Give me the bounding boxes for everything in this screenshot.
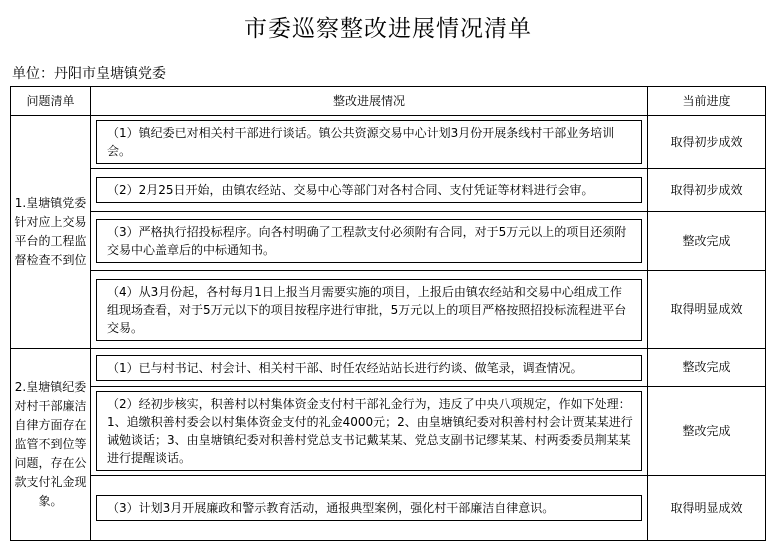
status-cell: 整改完成 bbox=[648, 212, 766, 271]
progress-text: （3）严格执行招投标程序。向各村明确了工程款支付必须附有合同，对于5万元以上的项目还须附交易中心盖章后的中标通知书。 bbox=[96, 219, 642, 263]
table-row bbox=[11, 212, 766, 271]
header-status: 当前进度 bbox=[648, 87, 766, 116]
status-cell: 取得明显成效 bbox=[648, 271, 766, 349]
header-issue: 问题清单 bbox=[11, 87, 91, 116]
progress-cell bbox=[91, 169, 648, 212]
table-header-row bbox=[11, 87, 766, 116]
header-progress: 整改进展情况 bbox=[91, 87, 648, 116]
table-row bbox=[11, 169, 766, 212]
progress-cell bbox=[91, 476, 648, 541]
table-row bbox=[11, 349, 766, 387]
progress-cell bbox=[91, 116, 648, 169]
progress-text: （2）2月25日开始，由镇农经站、交易中心等部门对各村合同、支付凭证等材料进行会审。 bbox=[96, 177, 642, 203]
status-cell: 取得明显成效 bbox=[648, 476, 766, 541]
unit-label: 单位：丹阳市皇塘镇党委 bbox=[12, 66, 166, 82]
table-row bbox=[11, 116, 766, 169]
progress-cell bbox=[91, 349, 648, 387]
progress-text: （2）经初步核实，积善村以村集体资金支付村干部礼金行为，违反了中央八项规定，作如下处理：1、追缴积善村委会以村集体资金支付的礼金4000元；2、由皇塘镇纪委对积善村村会计贾某某进行诫勉谈话；3、由皇塘镇纪委对积善村党总支书记戴某某、党总支副书记缪某某、村两委委员荆某某进行提醒谈话。 bbox=[96, 391, 642, 471]
progress-cell bbox=[91, 212, 648, 271]
table-row bbox=[11, 387, 766, 476]
progress-text: （1）已与村书记、村会计、相关村干部、时任农经站站长进行约谈、做笔录，调查情况。 bbox=[96, 355, 642, 381]
report-table bbox=[10, 86, 766, 541]
progress-text: （1）镇纪委已对相关村干部进行谈话。镇公共资源交易中心计划3月份开展条线村干部业务培训会。 bbox=[96, 120, 642, 164]
status-cell: 整改完成 bbox=[648, 387, 766, 476]
table-row bbox=[11, 476, 766, 541]
progress-cell bbox=[91, 271, 648, 349]
document-title: 市委巡察整改进展情况清单 bbox=[244, 16, 532, 42]
status-cell: 取得初步成效 bbox=[648, 116, 766, 169]
progress-text: （3）计划3月开展廉政和警示教育活动，通报典型案例，强化村干部廉洁自律意识。 bbox=[96, 495, 642, 521]
progress-cell bbox=[91, 387, 648, 476]
report-table-wrapper bbox=[10, 86, 743, 541]
table-row bbox=[11, 271, 766, 349]
status-cell: 取得初步成效 bbox=[648, 169, 766, 212]
status-cell: 整改完成 bbox=[648, 349, 766, 387]
issue-cell: 2.皇塘镇纪委对村干部廉洁自律方面存在监管不到位等问题，存在公款支付礼金现象。 bbox=[11, 349, 91, 541]
progress-text: （4）从3月份起，各村每月1日上报当月需要实施的项目，上报后由镇农经站和交易中心组成工作组现场查看，对于5万元以下的项目按程序进行审批，5万元以上的项目严格按照招投标流程进平台交易。 bbox=[96, 279, 642, 341]
issue-cell: 1.皇塘镇党委针对应上交易平台的工程监督检查不到位 bbox=[11, 116, 91, 349]
